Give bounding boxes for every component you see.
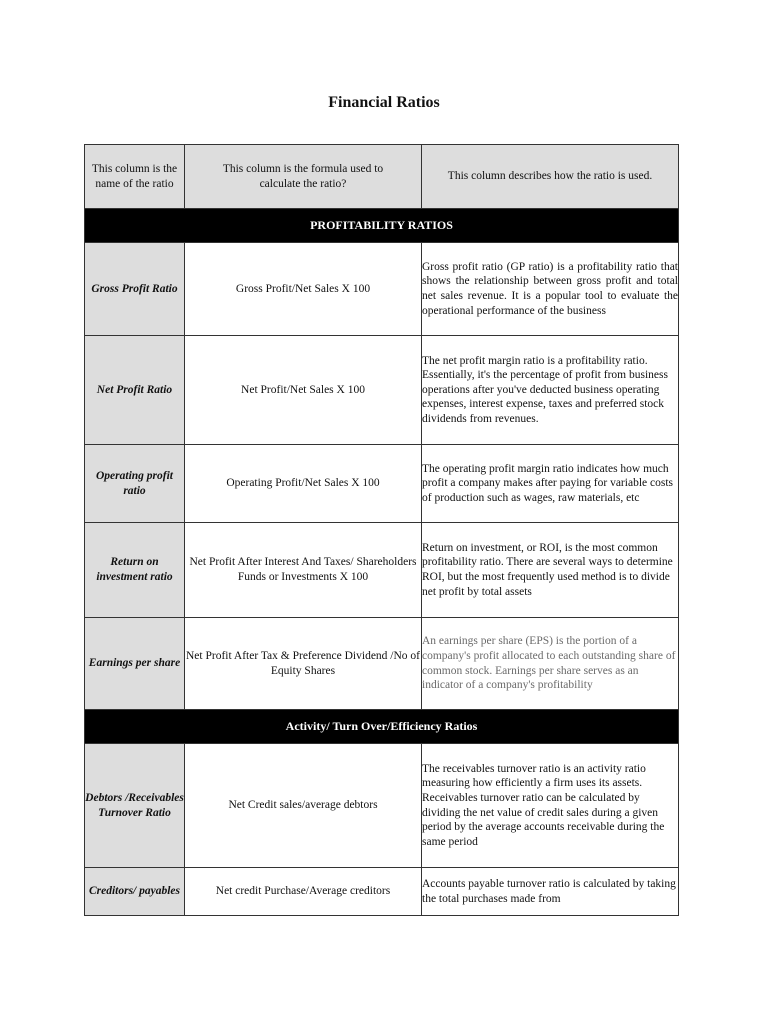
- ratio-formula: Net Profit/Net Sales X 100: [185, 336, 422, 445]
- ratio-name: Net Profit Ratio: [85, 336, 185, 445]
- financial-ratios-table: [84, 144, 679, 916]
- ratio-description: The operating profit margin ratio indicates how much profit a company makes after paying for variable costs of production such as wages, raw materials, etc: [422, 445, 679, 523]
- section-heading-activity: Activity/ Turn Over/Efficiency Ratios: [85, 710, 679, 744]
- page-title: Financial Ratios: [328, 94, 440, 111]
- table-row: [85, 243, 679, 336]
- table-row: [85, 744, 679, 868]
- table-row: [85, 523, 679, 618]
- ratio-name: Earnings per share: [85, 618, 185, 710]
- table-header-row: [85, 145, 679, 209]
- ratio-formula: Operating Profit/Net Sales X 100: [185, 445, 422, 523]
- table-row: [85, 618, 679, 710]
- header-formula-column: This column is the formula used to calculate the ratio?: [185, 145, 422, 209]
- table-row: [85, 868, 679, 916]
- ratio-description: Gross profit ratio (GP ratio) is a profitability ratio that shows the relationship between gross profit and total net sales revenue. It is a popular tool to evaluate the operational performance of the business: [422, 243, 679, 336]
- ratio-name: Operating profit ratio: [85, 445, 185, 523]
- ratio-description: The receivables turnover ratio is an activity ratio measuring how efficiently a firm uses its assets. Receivables turnover ratio can be calculated by dividing the net value of credit sales during a given period by the average accounts receivable during the same period: [422, 744, 679, 868]
- ratio-formula: Gross Profit/Net Sales X 100: [185, 243, 422, 336]
- ratio-name: Return on investment ratio: [85, 523, 185, 618]
- ratio-formula: Net Credit sales/average debtors: [185, 744, 422, 868]
- header-description-column: This column describes how the ratio is used.: [422, 145, 679, 209]
- header-name-column: This column is the name of the ratio: [85, 145, 185, 209]
- table-row: [85, 336, 679, 445]
- ratio-description: Accounts payable turnover ratio is calculated by taking the total purchases made from: [422, 868, 679, 916]
- ratio-name: Gross Profit Ratio: [85, 243, 185, 336]
- section-heading-profitability: PROFITABILITY RATIOS: [85, 209, 679, 243]
- ratio-description: Return on investment, or ROI, is the most common profitability ratio. There are several ways to determine ROI, but the most frequently used method is to divide net profit by total assets: [422, 523, 679, 618]
- ratio-formula: Net Profit After Tax & Preference Dividend /No of Equity Shares: [185, 618, 422, 710]
- section-heading-row: [85, 209, 679, 243]
- ratio-name: Creditors/ payables: [85, 868, 185, 916]
- ratio-description: An earnings per share (EPS) is the portion of a company's profit allocated to each outstanding share of common stock. Earnings per share serves as an indicator of a company's profitability: [422, 618, 679, 710]
- ratio-name: Debtors /Receivables Turnover Ratio: [85, 744, 185, 868]
- section-heading-row: [85, 710, 679, 744]
- ratio-formula: Net credit Purchase/Average creditors: [185, 868, 422, 916]
- table-row: [85, 445, 679, 523]
- ratio-description: The net profit margin ratio is a profitability ratio. Essentially, it's the percentage of profit from business operations after you've deducted business operating expenses, interest expense, taxes and preferred stock dividends from revenues.: [422, 336, 679, 445]
- ratio-formula: Net Profit After Interest And Taxes/ Shareholders Funds or Investments X 100: [185, 523, 422, 618]
